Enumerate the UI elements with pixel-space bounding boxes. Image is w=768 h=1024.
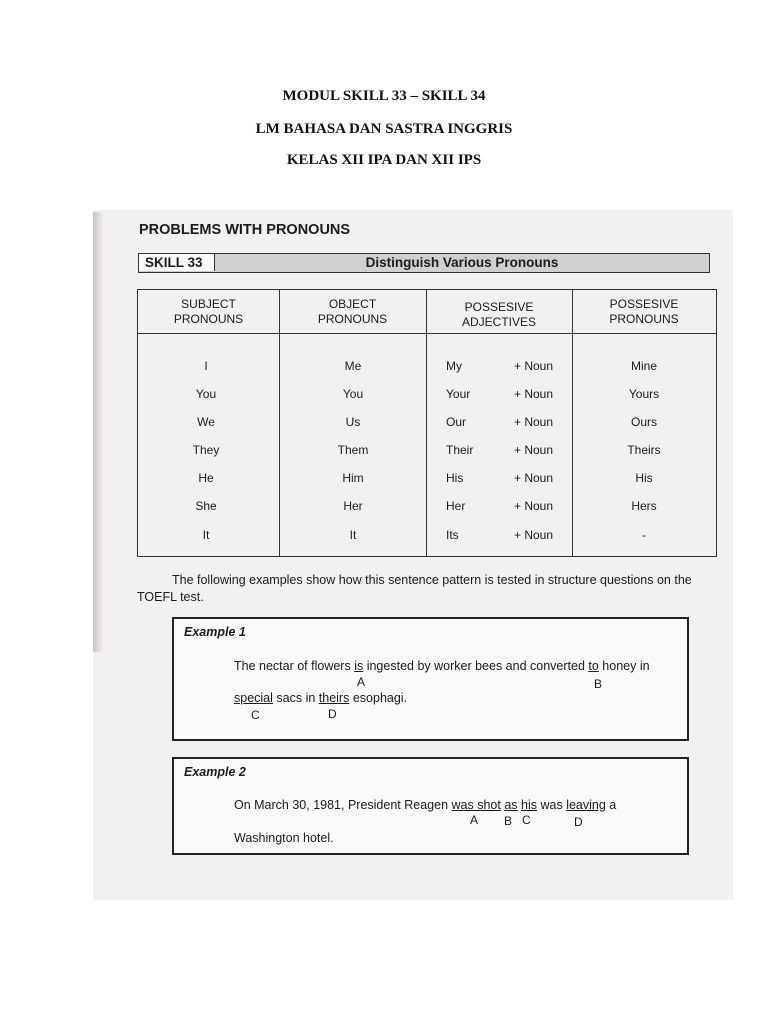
option-c: his: [521, 798, 537, 812]
example-2-title: Example 2: [184, 765, 246, 779]
subject-title: LM BAHASA DAN SASTRA INGGRIS: [255, 121, 513, 137]
subject-pronoun-cell: It: [202, 528, 210, 542]
section-title: PROBLEMS WITH PRONOUNS: [139, 222, 351, 238]
marker-c: C: [251, 708, 260, 722]
header-object-pronouns: OBJECT PRONOUNS: [317, 296, 388, 326]
marker-c: C: [522, 813, 531, 827]
object-pronoun-cell: It: [349, 528, 357, 542]
example-2-line-2: Washington hotel.: [234, 831, 334, 845]
example-1-box: [172, 617, 689, 741]
object-pronoun-cell: Me: [344, 359, 362, 373]
noun-suffix-cell: + Noun: [514, 387, 554, 401]
option-d: leaving: [566, 798, 606, 812]
possessive-pronoun-cell: Yours: [628, 387, 660, 401]
subject-pronoun-cell: She: [195, 499, 217, 513]
possessive-adjective-cell: Her: [446, 499, 466, 513]
marker-a: A: [357, 675, 366, 689]
skill-label: SKILL 33: [139, 254, 215, 271]
marker-a: A: [470, 813, 479, 827]
skill-bar: [138, 253, 710, 273]
marker-b: B: [504, 814, 513, 828]
subject-pronoun-cell: You: [195, 387, 217, 401]
possessive-pronoun-cell: Ours: [630, 415, 657, 429]
possessive-adjective-cell: My: [446, 359, 462, 373]
object-pronoun-cell: Him: [342, 471, 364, 485]
pronoun-table: [137, 289, 717, 557]
intro-paragraph: The following examples show how this sentence pattern is tested in structure questions on the TOEFL test.: [137, 573, 692, 604]
header-possessive-pronouns: POSSESIVE PRONOUNS: [609, 296, 679, 326]
possessive-adjective-cell: Your: [446, 387, 471, 401]
possessive-adjective-cell: Their: [446, 443, 474, 457]
subject-pronoun-cell: We: [197, 415, 215, 429]
noun-suffix-cell: + Noun: [514, 359, 554, 373]
header-possessive-adjectives: POSSESIVE ADJECTIVES: [461, 299, 536, 329]
noun-suffix-cell: + Noun: [514, 528, 554, 542]
option-c: special: [234, 691, 273, 705]
subject-pronoun-cell: I: [204, 359, 208, 373]
possessive-adjective-cell: Its: [446, 528, 459, 542]
module-title: MODUL SKILL 33 – SKILL 34: [282, 88, 486, 104]
option-b: to: [588, 659, 599, 673]
example-2-line-1: On March 30, 1981, President Reagen was shot as his was leaving a: [234, 798, 617, 812]
possessive-pronoun-cell: His: [635, 471, 653, 485]
subject-pronoun-cell: They: [192, 443, 220, 457]
marker-b: B: [594, 677, 603, 691]
marker-d: D: [574, 815, 583, 829]
noun-suffix-cell: + Noun: [514, 443, 554, 457]
object-pronoun-cell: Them: [337, 443, 369, 457]
noun-suffix-cell: + Noun: [514, 499, 554, 513]
possessive-adjective-cell: Our: [446, 415, 467, 429]
noun-suffix-cell: + Noun: [514, 471, 554, 485]
skill-description: Distinguish Various Pronouns: [365, 255, 559, 270]
example-1-line-2: special sacs in theirs esophagi.: [234, 691, 408, 705]
scan-edge-shadow: [93, 212, 103, 652]
option-b: as: [504, 798, 518, 812]
example-2-box: [172, 757, 689, 855]
example-1-line-1: The nectar of flowers is ingested by worker bees and converted to honey in: [234, 659, 650, 673]
class-title: KELAS XII IPA DAN XII IPS: [286, 152, 482, 168]
possessive-pronoun-cell: Mine: [630, 359, 657, 373]
example-1-title: Example 1: [184, 625, 246, 639]
possessive-pronoun-cell: Hers: [631, 499, 657, 513]
object-pronoun-cell: Her: [343, 499, 363, 513]
noun-suffix-cell: + Noun: [514, 415, 554, 429]
option-a: is: [354, 659, 364, 673]
object-pronoun-cell: You: [342, 387, 364, 401]
possessive-pronoun-cell: Theirs: [627, 443, 661, 457]
subject-pronoun-cell: He: [198, 471, 214, 485]
option-d: theirs: [318, 691, 350, 705]
option-a: was shot: [451, 798, 501, 812]
possessive-pronoun-cell: -: [642, 528, 646, 542]
object-pronoun-cell: Us: [345, 415, 361, 429]
possessive-adjective-cell: His: [446, 471, 464, 485]
header-subject-pronouns: SUBJECT PRONOUNS: [173, 296, 244, 326]
marker-d: D: [328, 707, 337, 721]
